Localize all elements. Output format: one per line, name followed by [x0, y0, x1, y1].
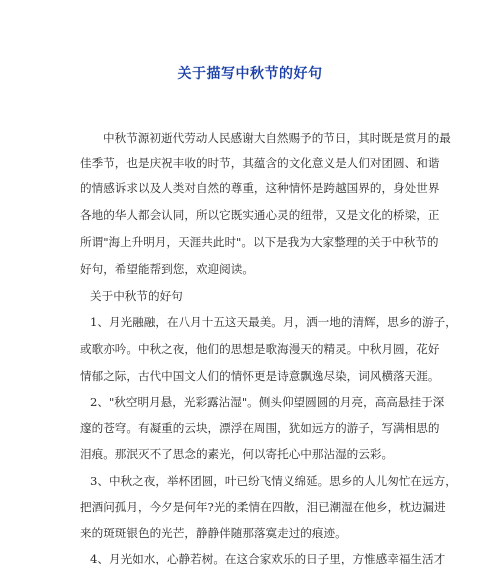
paragraph-line: 各地的华人都会认同，所以它既实通心灵的纽带，又是文化的桥梁，正 [80, 208, 440, 222]
paragraph-line: 把酒问孤月，今夕是何年?光的柔情在四散，泪已潮湿在他乡，枕边漏进 [80, 500, 446, 514]
paragraph-line: 情郁之际，古代中国文人们的情怀更是诗意飘逸尽染，词风横落天涯。 [80, 369, 440, 383]
paragraph-line: 来的斑斑银色的光芒，静静伴随那落寞走过的痕迹。 [80, 526, 347, 540]
paragraph-line: 2、"秋空明月悬，光彩露沾湿"。侧头仰望圆圆的月亮，高高悬挂于深 [90, 395, 445, 409]
paragraph-line: 中秋节源初逝代劳动人民感谢大自然赐予的节日，其时既是赏月的最 [103, 131, 451, 145]
paragraph-line: 泪痕。那泯灭不了思念的素光，何以寄托心中那沾湿的云彩。 [80, 447, 394, 461]
paragraph-line: 4、月光如水，心静若树。在这合家欢乐的日子里，方惟感幸福生活才 [90, 552, 446, 565]
paragraph-line: 3、中秋之夜，举杯团圆，叶已纷飞情义绵延。思乡的人儿匆忙在远方， [90, 474, 457, 488]
document-title: 关于描写中秋节的好句 [177, 66, 323, 82]
section-heading: 关于中秋节的好句 [90, 289, 183, 303]
paragraph-line: 所谓"海上升明月，天涯共此时"。以下是我为大家整理的关于中秋节的 [80, 235, 439, 249]
paragraph-line: 佳季节，也是庆祝丰收的时节，其蕴含的文化意义是人们对团圆、和谐 [80, 156, 440, 170]
paragraph-line: 或歌亦吟。中秋之夜，他们的思想是歌海漫天的精灵。中秋月圆，花好 [80, 342, 440, 356]
paragraph-line: 邃的苍穹。有凝重的云块，漂浮在周围，犹如远方的游子，写满相思的 [80, 421, 440, 435]
paragraph-line: 好句，希望能帮到您，欢迎阅读。 [80, 262, 254, 276]
paragraph-line: 1、月光融融，在八月十五这天最美。月，洒一地的清辉，思乡的游子， [90, 315, 457, 329]
paragraph-line: 的情感诉求以及人类对自然的尊重，这种情怀是跨越国界的，身处世界 [80, 181, 440, 195]
